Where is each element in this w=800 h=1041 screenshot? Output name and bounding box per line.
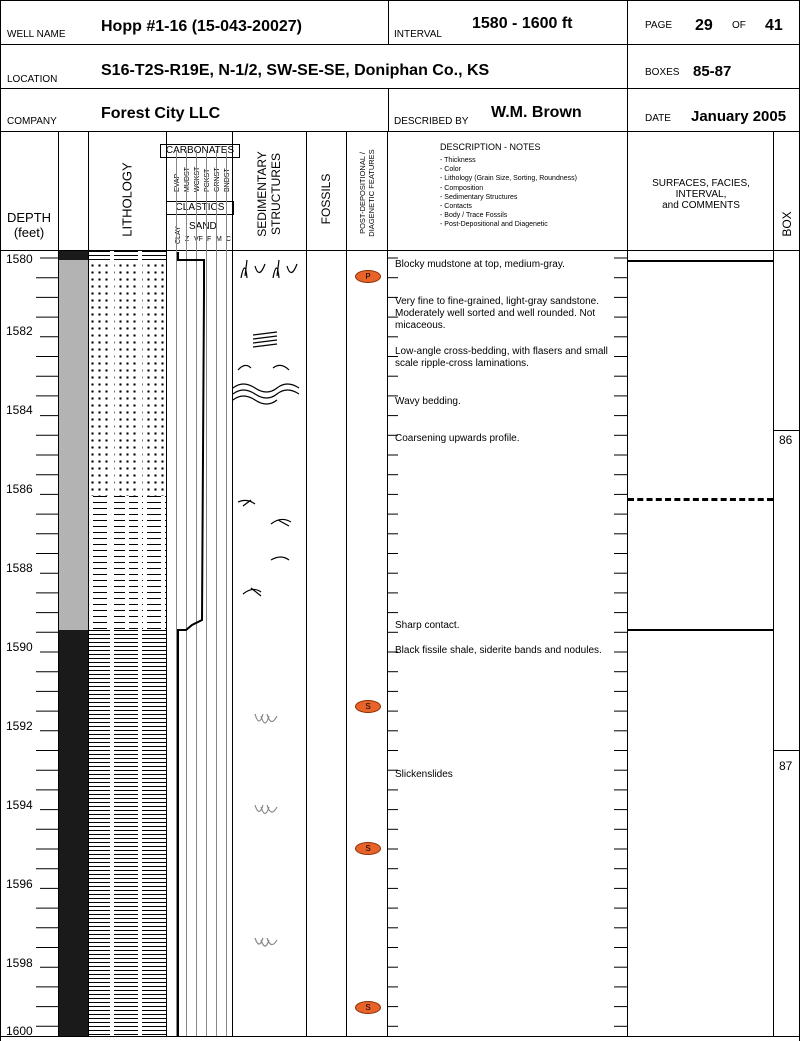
core-black-interval [59,630,88,1036]
root-trace-icon [241,260,247,278]
post-depositional-header [358,143,376,243]
boxes-value: 85-87 [693,63,732,80]
depth-label-1586: 1586 [6,482,33,496]
surface-line-top [628,260,773,262]
depth-label-1596: 1596 [6,877,33,891]
header-block [0,0,800,132]
slickenside-icon [255,714,277,723]
note-sandstone: Very fine to fine-grained, light-gray sandstone. Moderately well sorted and well rounded. Not micaceous. [395,296,600,331]
root-trace-icon [287,264,297,273]
lithology-gap [110,251,114,1036]
carbonate-wckst: WCKST [194,166,201,192]
surfaces-header [628,178,774,211]
lithology-silty-interval [89,496,166,630]
carbonate-bndst: BNDST [224,168,231,192]
ripple-icon [271,557,289,560]
surfaces-line3: and COMMENTS [662,200,740,211]
interval-value: 1580 - 1600 ft [472,15,573,32]
legend-item: - Lithology (Grain Size, Sorting, Roundness) [440,175,577,183]
lamination-icon [253,332,277,347]
legend-item: - Body / Trace Fossils [440,212,508,220]
note-blocky-mudstone: Blocky mudstone at top, medium-gray. [395,259,565,270]
clastics-header: CLASTICS [166,201,234,215]
siderite-badge: S [355,1001,381,1014]
location-value: S16-T2S-R19E, N-1/2, SW-SE-SE, Doniphan Co., KS [101,62,490,79]
ripple-icon [238,365,289,370]
column-header-row [0,132,800,250]
depth-unit-header: (feet) [13,225,45,240]
depth-label-1588: 1588 [6,561,33,575]
depth-label-1584: 1584 [6,403,33,417]
of-label: OF [732,20,746,31]
clay-header: CLAY [175,226,182,244]
wavy-bedding-icon [233,384,299,404]
note-sharp-contact: Sharp contact. [395,620,460,631]
depth-label-1600: 1600 [6,1024,33,1038]
box-header: BOX [780,211,794,237]
box-divider [774,430,799,431]
note-wavy-bedding: Wavy bedding. [395,396,461,407]
lithology-column-header: LITHOLOGY [119,162,135,237]
surfaces-line1: SURFACES, FACIES, [652,178,750,189]
depth-column-header: DEPTH [6,210,52,225]
legend-item: - Thickness [440,157,476,164]
root-trace-icon [273,260,279,278]
date-value: January 2005 [691,108,787,125]
slickenside-icon [255,938,277,946]
grain-size-profile [166,250,232,1036]
well-name-label: WELL NAME [7,29,66,40]
carbonate-grnst: GRNST [214,167,221,192]
legend-item: - Color [440,166,462,174]
date-label: DATE [645,113,671,124]
sedimentary-line1: SEDIMENTARY [255,151,269,237]
location-label: LOCATION [7,74,58,85]
boxes-label: BOXES [645,67,680,78]
grain-f: F [207,236,212,243]
sedimentary-line2: STRUCTURES [269,153,283,236]
slickenside-icon [255,805,277,814]
depth-label-1590: 1590 [6,640,33,654]
legend-item: - Composition [440,184,484,192]
description-legend [440,156,577,230]
lithology-gap [138,251,142,1036]
depth-label-1592: 1592 [6,719,33,733]
sand-header: SAND [189,221,217,232]
described-by-label: DESCRIBED BY [394,116,469,127]
core-gray-interval [59,260,88,630]
described-by-value: W.M. Brown [491,104,582,121]
box-label-87: 87 [779,759,793,773]
lithology-mudstone-top [89,251,166,261]
description-header: DESCRIPTION - NOTES [440,142,541,152]
grain-vf: VF [194,236,203,243]
legend-item: - Contacts [440,203,472,211]
carbonate-evap: EVAP [174,173,181,192]
company-label: COMPANY [7,116,57,127]
box-label-86: 86 [779,433,793,447]
company-value: Forest City LLC [101,105,221,122]
page-total: 41 [765,17,783,34]
root-trace-icon [255,264,265,273]
depth-label-1598: 1598 [6,956,33,970]
siderite-badge: S [355,842,381,855]
legend-item: - Post-Depositional and Diagenetic [440,221,548,229]
note-coarsening: Coarsening upwards profile. [395,433,520,444]
surface-line-contact [628,629,773,631]
note-slickenslides: Slickenslides [395,769,453,780]
post-dep-line1: POST-DEPOSITIONAL / [358,152,367,234]
legend-item: - Sedimentary Structures [440,193,518,201]
lithology-sandstone [89,262,166,496]
depth-label-1580: 1580 [6,252,33,266]
pedogenic-badge: P [355,270,381,283]
surfaces-line2: INTERVAL, [675,189,727,200]
carbonates-header: CARBONATES [160,144,240,158]
page-number: 29 [695,17,713,34]
depth-label-1582: 1582 [6,324,33,338]
ripple-icon [243,588,261,596]
note-black-shale: Black fissile shale, siderite bands and nodules. [395,645,602,656]
core-top-black [59,251,88,260]
note-cross-bedding: Low-angle cross-bedding, with flasers and small scale ripple-cross laminations. [395,346,608,369]
grain-z: Z [185,236,190,243]
post-dep-line2: DIAGENETIC FEATURES [367,149,376,237]
box-divider [774,750,799,751]
siderite-badge: S [355,700,381,713]
lithology-shale [89,630,166,1036]
ripple-icon [271,519,291,526]
grain-c: C [226,236,232,243]
well-name-value: Hopp #1-16 (15-043-20027) [101,18,302,35]
interval-label: INTERVAL [394,29,442,40]
depth-label-1594: 1594 [6,798,33,812]
page-label: PAGE [645,20,673,31]
carbonate-mudst: MUDST [184,167,191,192]
sedimentary-structures-column [233,250,306,1036]
fossils-header: FOSSILS [319,173,333,225]
sedimentary-structures-header [255,149,283,239]
surface-line-dashed [628,498,773,501]
grain-m: M [216,236,222,243]
carbonate-pckst: PCKST [204,168,211,192]
ripple-icon [238,500,255,506]
